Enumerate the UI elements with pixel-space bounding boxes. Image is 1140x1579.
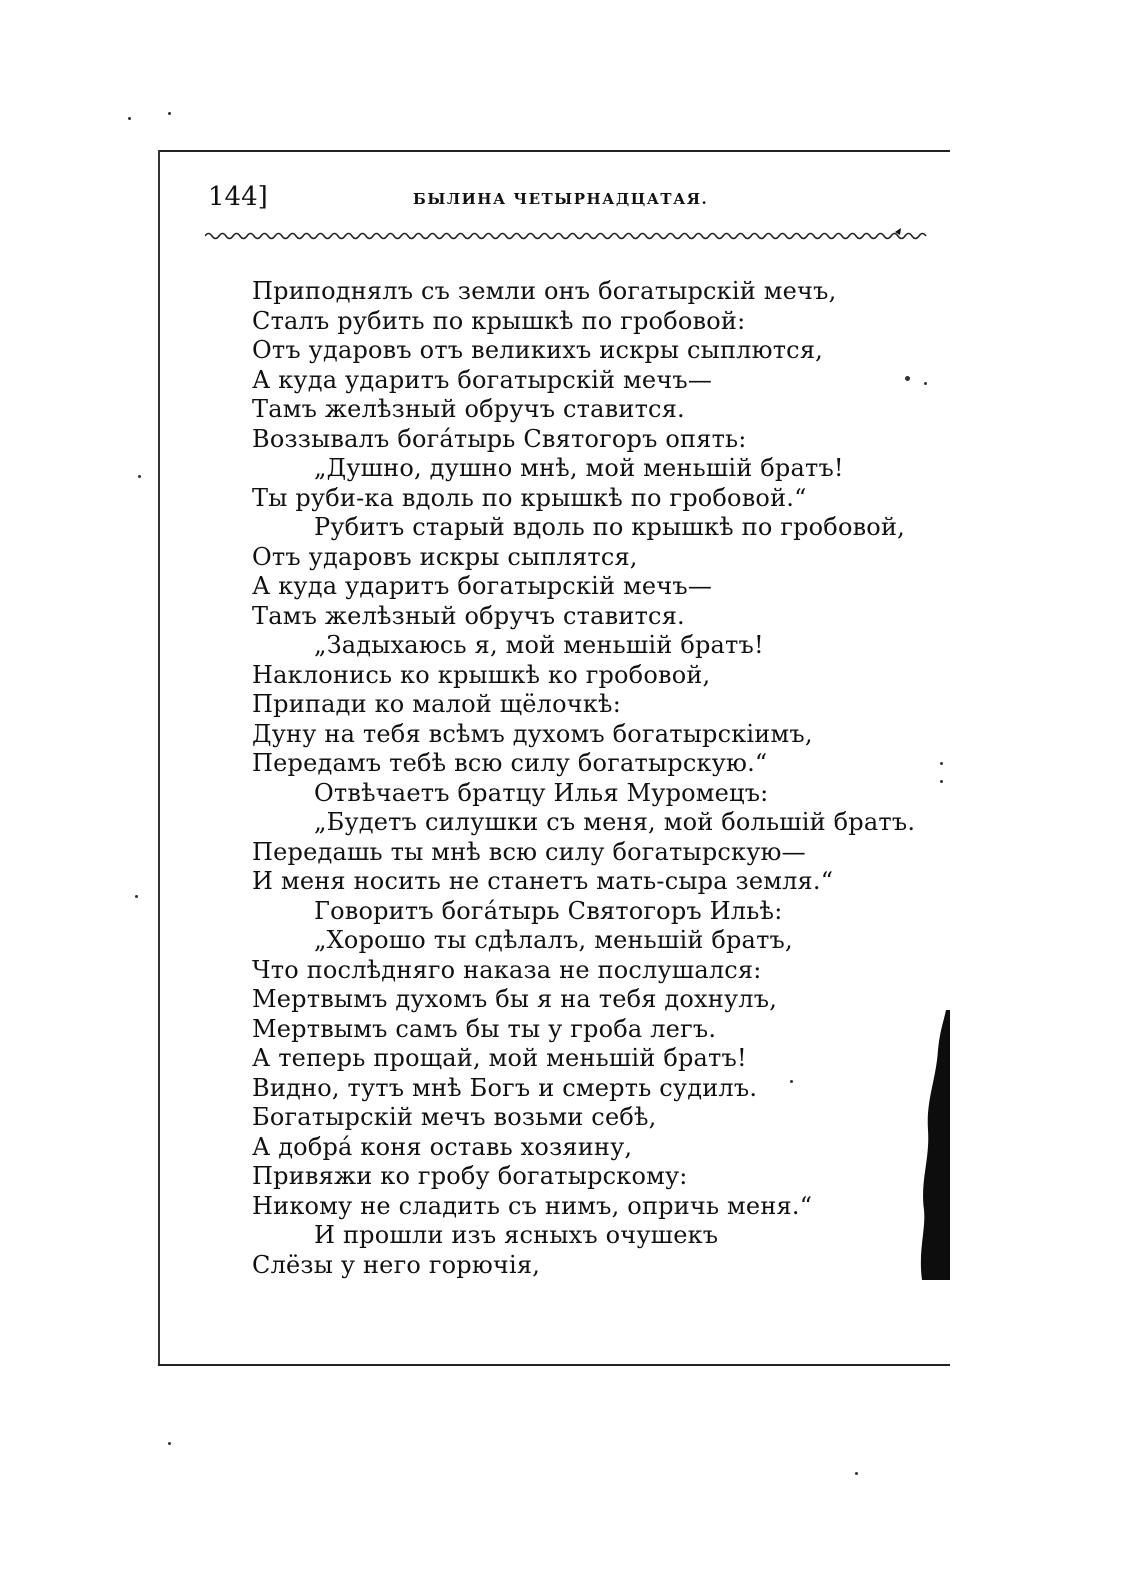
- margin-speck: [940, 780, 943, 783]
- verse-line: Припади ко малой щёлочкѣ:: [252, 690, 622, 718]
- verse-line: Говоритъ богáтырь Святогоръ Ильѣ:: [314, 896, 783, 925]
- verse-line: Мертвымъ духомъ бы я на тебя дохнулъ,: [252, 985, 778, 1013]
- margin-speck: [168, 112, 171, 115]
- frame-bottom-rule: [158, 1364, 950, 1366]
- verse-line: А теперь прощай, мой меньшій братъ!: [252, 1044, 747, 1072]
- verse-line: Приподнялъ съ земли онъ богатырскій мечъ,: [252, 277, 837, 305]
- poem-verse: [252, 277, 932, 1280]
- verse-line: Передамъ тебѣ всю силу богатырскую.“: [252, 749, 768, 777]
- margin-speck: [790, 1080, 793, 1083]
- verse-line: Передашь ты мнѣ всю силу богатырскую—: [252, 837, 806, 866]
- page-number: 144]: [208, 182, 268, 212]
- verse-line: Что послѣдняго наказа не послушался:: [252, 955, 762, 984]
- margin-speck: [128, 117, 131, 120]
- verse-line: „Будетъ силушки съ меня, мой большій братъ.: [314, 808, 916, 836]
- verse-line: А куда ударитъ богатырскій мечъ—: [252, 572, 713, 600]
- verse-line: Мертвымъ самъ бы ты у гроба легъ.: [252, 1014, 717, 1043]
- margin-speck: [940, 762, 943, 765]
- frame-top-rule: [158, 150, 950, 152]
- verse-line: Сталъ рубить по крышкѣ по гробовой:: [252, 306, 746, 335]
- verse-line: Слёзы у него горючія,: [252, 1250, 541, 1279]
- margin-speck: [855, 1472, 858, 1475]
- margin-speck: [138, 475, 141, 478]
- frame-left-rule: [158, 150, 160, 1366]
- verse-line: Воззывалъ богáтырь Святогоръ опять:: [252, 424, 747, 453]
- verse-line: Привяжи ко гробу богатырскому:: [252, 1162, 688, 1190]
- verse-line: Богатырскій мечъ возьми себѣ,: [252, 1103, 657, 1131]
- verse-line: „Душно, душно мнѣ, мой меньшій братъ!: [314, 454, 844, 482]
- margin-speck: [168, 1442, 171, 1445]
- verse-line: Тамъ желѣзный обручъ ставится.: [252, 395, 685, 423]
- margin-speck: [905, 376, 910, 381]
- margin-speck: [135, 895, 138, 898]
- verse-line: Видно, тутъ мнѣ Богъ и смерть судилъ.: [252, 1073, 758, 1102]
- verse-line: Тамъ желѣзный обручъ ставится.: [252, 601, 685, 630]
- verse-line: И меня носить не станетъ мать-сыра земля.“: [252, 867, 834, 895]
- verse-line: Наклонись ко крышкѣ ко гробовой,: [252, 660, 711, 689]
- verse-line: „Задыхаюсь я, мой меньшій братъ!: [314, 631, 764, 659]
- wavy-ornament-rule: [205, 226, 935, 246]
- verse-line: И прошли изъ ясныхъ очушекъ: [314, 1221, 719, 1249]
- verse-line: „Хорошо ты сдѣлалъ, меньшій братъ,: [314, 926, 793, 954]
- verse-line: Никому не сладить съ нимъ, опричь меня.“: [252, 1191, 813, 1220]
- verse-line: Ты руби-ка вдоль по крышкѣ по гробовой.“: [252, 483, 807, 512]
- verse-line: А куда ударитъ богатырскій мечъ—: [252, 365, 713, 394]
- verse-line: Отъ ударовъ отъ великихъ искры сыплются,: [252, 336, 823, 364]
- ink-smudge: [916, 1010, 950, 1280]
- verse-line: Дуну на тебя всѣмъ духомъ богатырскіимъ,: [252, 719, 813, 748]
- verse-line: Отъ ударовъ искры сыплятся,: [252, 542, 638, 571]
- verse-line: Рубитъ старый вдоль по крышкѣ по гробовой,: [314, 513, 905, 541]
- margin-speck: [924, 382, 927, 385]
- verse-line: Отвѣчаетъ братцу Илья Муромецъ:: [314, 778, 769, 807]
- verse-line: А добрá коня оставь хозяину,: [252, 1132, 633, 1161]
- page-header: [208, 180, 728, 220]
- running-title: БЫЛИНА ЧЕТЫРНАДЦАТАЯ.: [413, 190, 709, 208]
